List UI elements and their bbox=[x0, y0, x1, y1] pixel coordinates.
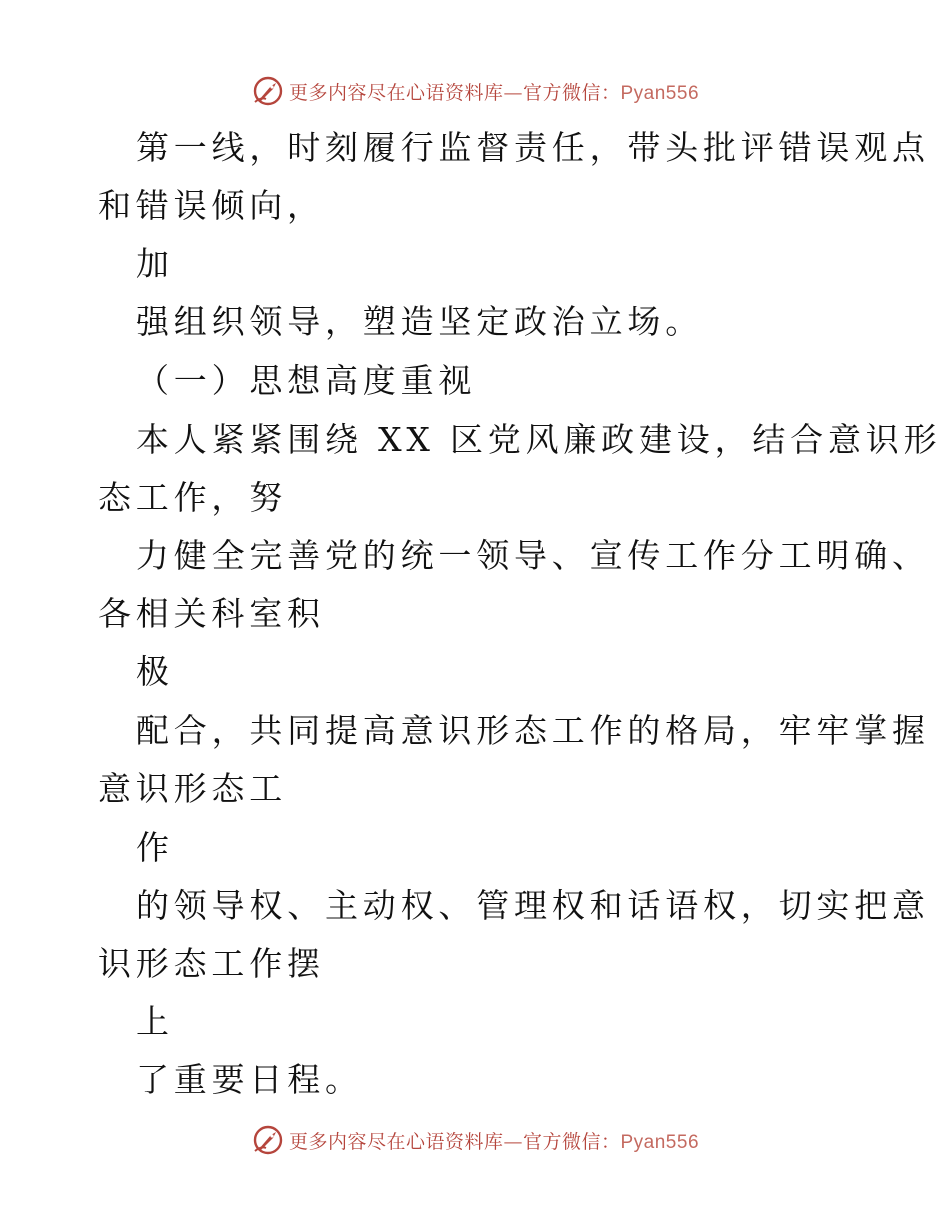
paragraph-line: 的领导权、主动权、管理权和话语权，切实把意 bbox=[136, 886, 930, 925]
paragraph-line: 各相关科室积 bbox=[98, 594, 325, 633]
watermark-site: 更多内容尽在心语资料库 bbox=[288, 81, 504, 104]
paragraph-line: 意识形态工 bbox=[98, 769, 287, 808]
watermark-wechat-id: Pyan556 bbox=[620, 82, 700, 104]
watermark-separator: — bbox=[503, 1130, 523, 1153]
watermark-site: 更多内容尽在心语资料库 bbox=[288, 1130, 504, 1153]
section-heading: （一）思想高度重视 bbox=[136, 361, 477, 400]
paragraph-line: 第一线，时刻履行监督责任，带头批评错误观点 bbox=[136, 128, 930, 167]
paragraph-line: 强组织领导，塑造坚定政治立场。 bbox=[136, 302, 703, 341]
paragraph-line: 了重要日程。 bbox=[136, 1060, 363, 1099]
pen-nib-logo-icon bbox=[251, 1123, 285, 1157]
paragraph-line: 力健全完善党的统一领导、宣传工作分工明确、 bbox=[136, 536, 930, 575]
paragraph-line: 配合，共同提高意识形态工作的格局，牢牢掌握 bbox=[136, 711, 930, 750]
watermark-separator: — bbox=[503, 81, 523, 104]
paragraph-line: 识形态工作摆 bbox=[98, 944, 325, 983]
watermark-wechat-label: 官方微信： bbox=[522, 81, 621, 104]
paragraph-line: 极 bbox=[136, 652, 174, 691]
paragraph-line: 作 bbox=[136, 828, 174, 867]
paragraph-line: 加 bbox=[136, 244, 174, 283]
paragraph-line: 和错误倾向， bbox=[98, 186, 325, 225]
watermark-wechat-label: 官方微信： bbox=[522, 1130, 621, 1153]
paragraph-line: 上 bbox=[136, 1002, 174, 1041]
footer-watermark bbox=[0, 1120, 950, 1160]
paragraph-line: 态工作，努 bbox=[98, 478, 287, 517]
paragraph-line: 本人紧紧围绕 XX 区党风廉政建设，结合意识形 bbox=[136, 420, 942, 459]
watermark-wechat-id: Pyan556 bbox=[620, 1131, 700, 1153]
watermark-text bbox=[289, 1127, 699, 1154]
